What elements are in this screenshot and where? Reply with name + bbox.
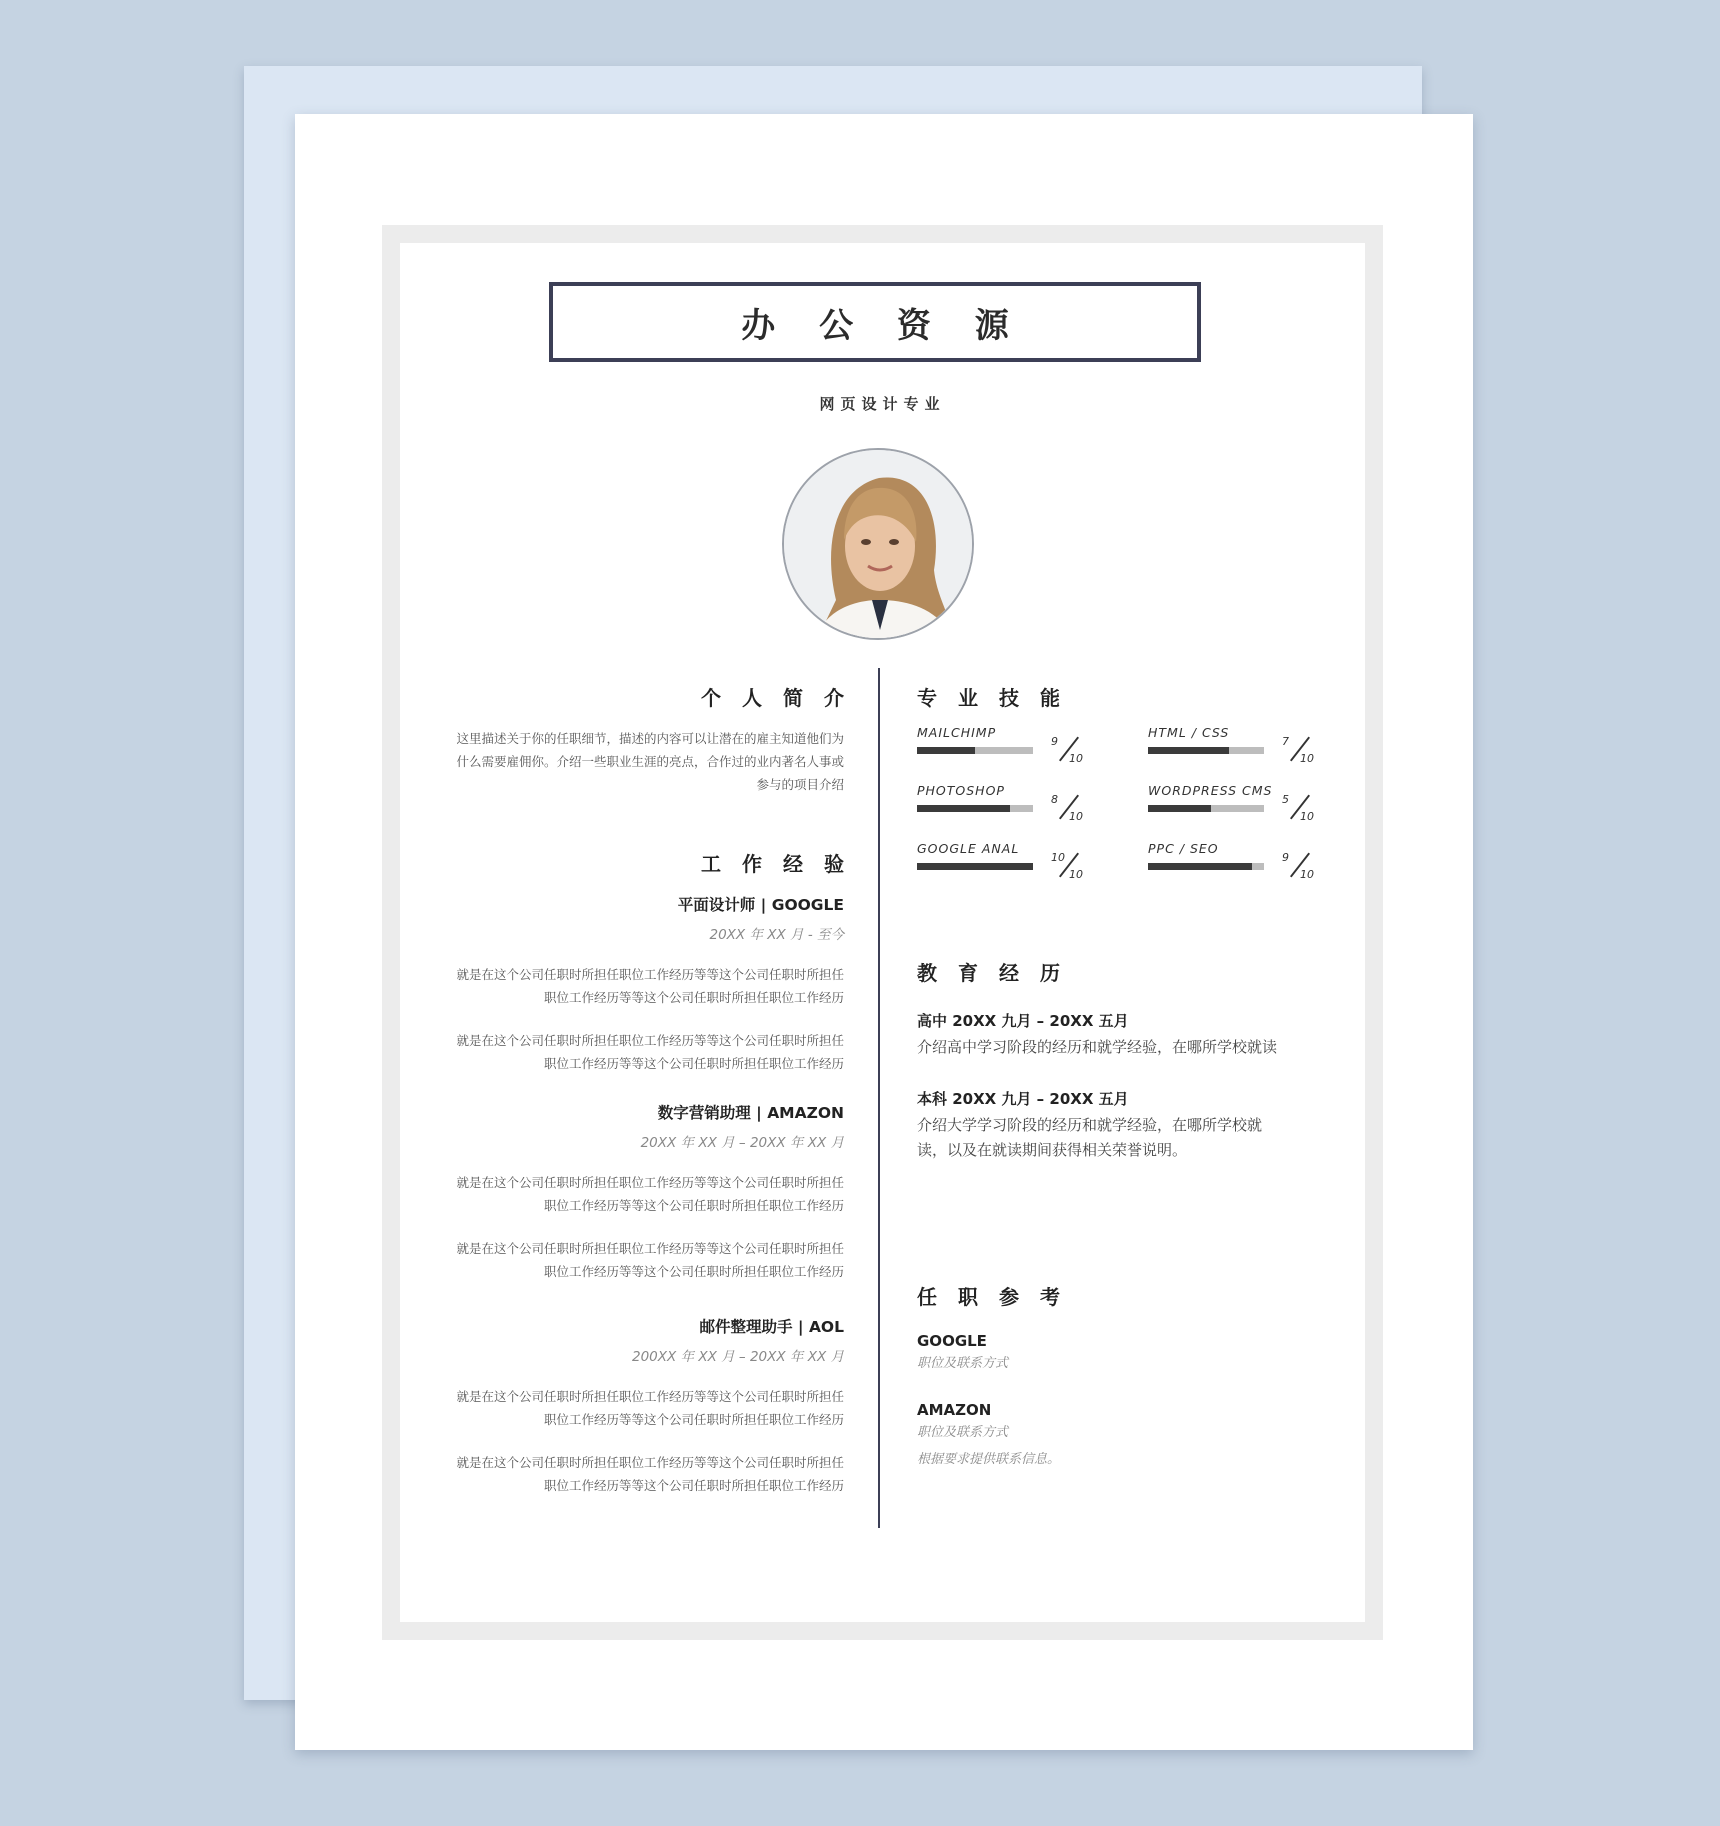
avatar — [782, 448, 974, 640]
skill-score-value: 9 — [1282, 851, 1289, 864]
skill-score-total: 10 — [1300, 752, 1314, 765]
reference-company: GOOGLE — [917, 1332, 987, 1350]
name-box — [549, 282, 1201, 362]
skill-item — [917, 841, 1107, 891]
reference-entry — [917, 1332, 1081, 1377]
skill-bar — [917, 863, 1033, 870]
skill-score-total: 10 — [1300, 868, 1314, 881]
skill-name: WORDPRESS CMS — [1148, 783, 1273, 798]
resume-page — [400, 243, 1365, 1622]
skill-item — [1148, 725, 1338, 775]
skill-score — [1282, 735, 1324, 765]
skill-bar-fill — [1148, 747, 1229, 754]
skill-score-total: 10 — [1069, 810, 1083, 823]
skill-score-total: 10 — [1069, 752, 1083, 765]
skill-bar — [917, 747, 1033, 754]
job-description: 就是在这个公司任职时所担任职位工作经历等等这个公司任职时所担任职位工作经历等等这个公司任职时所担任职位工作经历 — [456, 1241, 844, 1279]
education-period: 本科 20XX 九月 – 20XX 五月 — [917, 1090, 1129, 1108]
job-entry — [448, 1315, 844, 1497]
job-description: 就是在这个公司任职时所担任职位工作经历等等这个公司任职时所担任职位工作经历等等这个公司任职时所担任职位工作经历 — [456, 1175, 844, 1213]
skill-score — [1051, 851, 1093, 881]
skill-bar — [1148, 805, 1264, 812]
skill-name: HTML / CSS — [1148, 725, 1230, 740]
job-title: 数字营销助理 | AMAZON — [657, 1104, 844, 1122]
reference-entry — [917, 1401, 1081, 1473]
skill-bar — [1148, 863, 1264, 870]
portrait-photo — [784, 450, 974, 640]
skill-score — [1051, 793, 1093, 823]
reference-company: AMAZON — [917, 1401, 992, 1419]
skill-bar-fill — [1148, 805, 1211, 812]
job-description: 就是在这个公司任职时所担任职位工作经历等等这个公司任职时所担任职位工作经历等等这个公司任职时所担任职位工作经历 — [456, 967, 844, 1005]
skill-name: PHOTOSHOP — [917, 783, 1005, 798]
references-title: 任职参考 — [917, 1285, 1081, 1309]
job-date: 200XX 年 XX 月 – 20XX 年 XX 月 — [631, 1349, 844, 1365]
skill-score-value: 8 — [1051, 793, 1058, 806]
skill-bar — [917, 805, 1033, 812]
skill-bar-fill — [917, 805, 1010, 812]
skill-bar-fill — [1148, 863, 1252, 870]
skill-bar-fill — [917, 863, 1033, 870]
skill-score-value: 10 — [1051, 851, 1065, 864]
job-title: 邮件整理助手 | AOL — [699, 1318, 844, 1336]
reference-detail: 根据要求提供联系信息。 — [917, 1452, 1061, 1467]
profile-section — [448, 682, 865, 796]
skill-name: MAILCHIMP — [917, 725, 997, 740]
job-entry — [448, 893, 844, 1075]
education-period: 高中 20XX 九月 – 20XX 五月 — [917, 1012, 1129, 1030]
job-title: 平面设计师 | GOOGLE — [677, 896, 844, 914]
references-section — [917, 1281, 1081, 1473]
education-section — [917, 957, 1279, 1163]
job-entry — [448, 1101, 844, 1283]
education-title: 教育经历 — [917, 961, 1081, 985]
skill-item — [917, 725, 1107, 775]
skill-item — [1148, 841, 1338, 891]
education-entry — [917, 1010, 1279, 1060]
resume-name: 办 公 资 源 — [741, 305, 1025, 346]
skill-name: GOOGLE ANAL — [917, 841, 1020, 856]
reference-detail: 职位及联系方式 — [917, 1356, 1009, 1371]
skill-score — [1282, 851, 1324, 881]
profile-title: 个人简介 — [701, 686, 865, 710]
skill-bar-fill — [917, 747, 975, 754]
work-title: 工作经验 — [701, 852, 865, 876]
skill-name: PPC / SEO — [1148, 841, 1219, 856]
skill-score — [1051, 735, 1093, 765]
reference-detail: 职位及联系方式 — [917, 1425, 1009, 1440]
job-date: 20XX 年 XX 月 - 至今 — [709, 927, 844, 943]
skills-section — [917, 682, 1081, 711]
education-text: 介绍大学学习阶段的经历和就学经验，在哪所学校就读，以及在就读期间获得相关荣誉说明。 — [917, 1116, 1263, 1159]
skill-bar — [1148, 747, 1264, 754]
column-divider — [878, 668, 880, 1528]
profile-text: 这里描述关于你的任职细节，描述的内容可以让潜在的雇主知道他们为什么需要雇佣你。介绍一些职业生涯的亮点，合作过的业内著名人事或参与的项目介绍 — [456, 731, 844, 792]
skill-item — [1148, 783, 1338, 833]
skill-score — [1282, 793, 1324, 823]
education-entry — [917, 1088, 1279, 1163]
skill-score-value: 5 — [1282, 793, 1289, 806]
job-description: 就是在这个公司任职时所担任职位工作经历等等这个公司任职时所担任职位工作经历等等这个公司任职时所担任职位工作经历 — [456, 1389, 844, 1427]
skill-score-value: 7 — [1282, 735, 1289, 748]
education-text: 介绍高中学习阶段的经历和就学经验，在哪所学校就读 — [917, 1038, 1278, 1056]
skill-score-value: 9 — [1051, 735, 1058, 748]
work-section — [448, 848, 865, 877]
skill-score-total: 10 — [1300, 810, 1314, 823]
resume-subtitle: 网页设计专业 — [819, 395, 946, 413]
job-description: 就是在这个公司任职时所担任职位工作经历等等这个公司任职时所担任职位工作经历等等这个公司任职时所担任职位工作经历 — [456, 1033, 844, 1071]
skills-title: 专业技能 — [917, 686, 1081, 710]
job-description: 就是在这个公司任职时所担任职位工作经历等等这个公司任职时所担任职位工作经历等等这个公司任职时所担任职位工作经历 — [456, 1455, 844, 1493]
skills-grid — [917, 725, 1337, 885]
job-date: 20XX 年 XX 月 – 20XX 年 XX 月 — [640, 1135, 844, 1151]
skill-score-total: 10 — [1069, 868, 1083, 881]
skill-item — [917, 783, 1107, 833]
